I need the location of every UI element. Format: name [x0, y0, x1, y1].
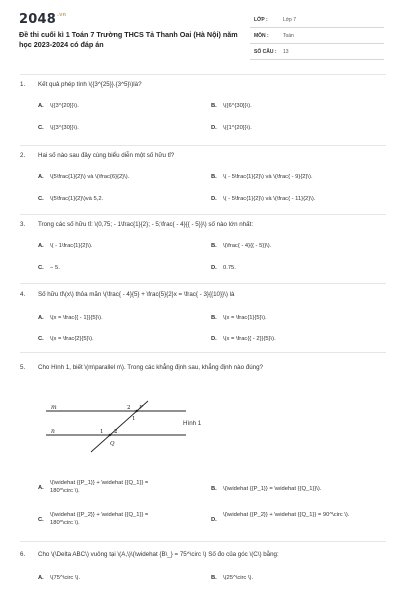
- question-number: 6.: [20, 551, 26, 558]
- metadata-panel: [250, 15, 384, 63]
- meta-value-question-count: 13: [283, 49, 289, 55]
- meta-key-question-count: SỐ CÂU :: [254, 49, 277, 55]
- label-p: P: [139, 405, 143, 411]
- question-5: [20, 364, 386, 374]
- question-text: Số hữu tỉ\(x\) thỏa mãn \(\frac{ - 4}{5} + \frac{5}{2}x = \frac{ - 3}{{10}}\) là: [38, 291, 235, 298]
- brand-name: 2048: [19, 12, 56, 27]
- label-q: Q: [110, 441, 115, 447]
- document-header: [0, 0, 400, 72]
- point-q: [109, 434, 111, 436]
- figure-parallel-lines: [46, 400, 186, 456]
- question-2: 2. Hai số nào sau đây cùng biểu diễn một số hữu tỉ? A. \(5\frac{1}{2}\) và \(\frac{6}{2}\). B. \( - 5\frac{1}{2}\) và \(\frac{ - 9}{2}\). C. \(5\frac{1}{2}\)và 5,2. D. \( - 5\frac{1}{2}\) và \(\frac{ - 11}{2}\).: [20, 152, 386, 204]
- question-5-options: A. \(\widehat {{P_1}} + \widehat {{Q_1}} = 180^\circ \). B. \(\widehat {{P_1}} = \widehat {{Q_1}}\). C. \(\widehat {{P_2}} + \widehat {{Q_1}} = 180^\circ \). D. \(\widehat {{P_2}} + \widehat {{Q_1}} = 90^\circ \).: [38, 480, 350, 526]
- meta-value-class: Lớp 7: [283, 17, 297, 23]
- figure-caption: Hình 1: [183, 420, 202, 427]
- question-text: Trong các số hữu tỉ: \(0,75; - 1\frac{1}{2}; - 5;\frac{ - 4}{{ - 5}}\) số nào lớn nhất:: [38, 221, 254, 228]
- question-divider: [20, 541, 386, 542]
- question-text: Cho Hình 1, biết \(m\parallel n\). Trong các khẳng định sau, khẳng định nào đúng?: [38, 364, 263, 371]
- point-p: [136, 410, 138, 412]
- angle-label-q1: 1: [100, 429, 104, 435]
- meta-key-class: LỚP :: [254, 17, 268, 23]
- question-number: 1.: [20, 81, 26, 88]
- question-divider: [20, 214, 386, 215]
- angle-label-p1: 1: [132, 416, 136, 422]
- question-text: Kết quả phép tính \({3^{25}}.{3^5}\)là?: [38, 81, 142, 88]
- meta-row-question-count: [250, 47, 384, 60]
- site-logo[interactable]: [19, 12, 66, 27]
- header-divider: [20, 74, 386, 75]
- document-title: Đề thi cuối kì 1 Toán 7 Trường THCS Tả Thanh Oai (Hà Nội) năm học 2023-2024 có đáp án: [19, 30, 238, 49]
- brand-suffix: .vn: [56, 12, 67, 18]
- question-text: Cho \(\Delta ABC\) vuông tại \(A,\)\(\widehat {B\_} = 75^\circ \) Số đo của góc \(C\) bằng:: [38, 551, 279, 558]
- question-divider: [20, 283, 386, 284]
- question-3: 3. Trong các số hữu tỉ: \(0,75; - 1\frac{1}{2}; - 5;\frac{ - 4}{{ - 5}}\) số nào lớn nhất: A. \( - 1\frac{1}{2}\). B. \(\frac{ - 4}{{ - 5}}\). C. − 5. D. 0.75.: [20, 221, 386, 273]
- question-divider: [20, 352, 386, 353]
- question-number: 3.: [20, 221, 26, 228]
- meta-row-class: [250, 15, 384, 28]
- question-1: 1. Kết quả phép tính \({3^{25}}.{3^5}\)là? A. \({3^{20}}\). B. \({6^{30}}\). C. \({3^{30}}\). D. \({1^{20}}\).: [20, 81, 386, 133]
- angle-label-p2: 2: [127, 405, 131, 411]
- label-n: n: [51, 428, 55, 435]
- angle-label-q2: 2: [114, 429, 118, 435]
- question-text: Hai số nào sau đây cùng biểu diễn một số hữu tỉ?: [38, 152, 175, 159]
- question-number: 4.: [20, 291, 26, 298]
- label-m: m: [51, 404, 57, 411]
- question-number: 2.: [20, 152, 26, 159]
- meta-row-subject: [250, 31, 384, 44]
- question-6: 6. Cho \(\Delta ABC\) vuông tại \(A,\)\(\widehat {B\_} = 75^\circ \) Số đo của góc \(C\) bằng: A. \(75^\circ \). B. \(25^\circ \).: [20, 551, 386, 591]
- question-number: 5.: [20, 364, 26, 371]
- question-4: 4. Số hữu tỉ\(x\) thỏa mãn \(\frac{ - 4}{5} + \frac{5}{2}x = \frac{ - 3}{{10}}\) là A. \(x = \frac{{ - 1}}{5}\). B. \(x = \frac{1}{5}\). C. \(x = \frac{2}{5}\). D. \(x = \frac{{ - 2}}{5}\).: [20, 291, 386, 343]
- meta-value-subject: Toán: [283, 33, 294, 39]
- meta-key-subject: MÔN :: [254, 33, 269, 39]
- question-divider: [20, 145, 386, 146]
